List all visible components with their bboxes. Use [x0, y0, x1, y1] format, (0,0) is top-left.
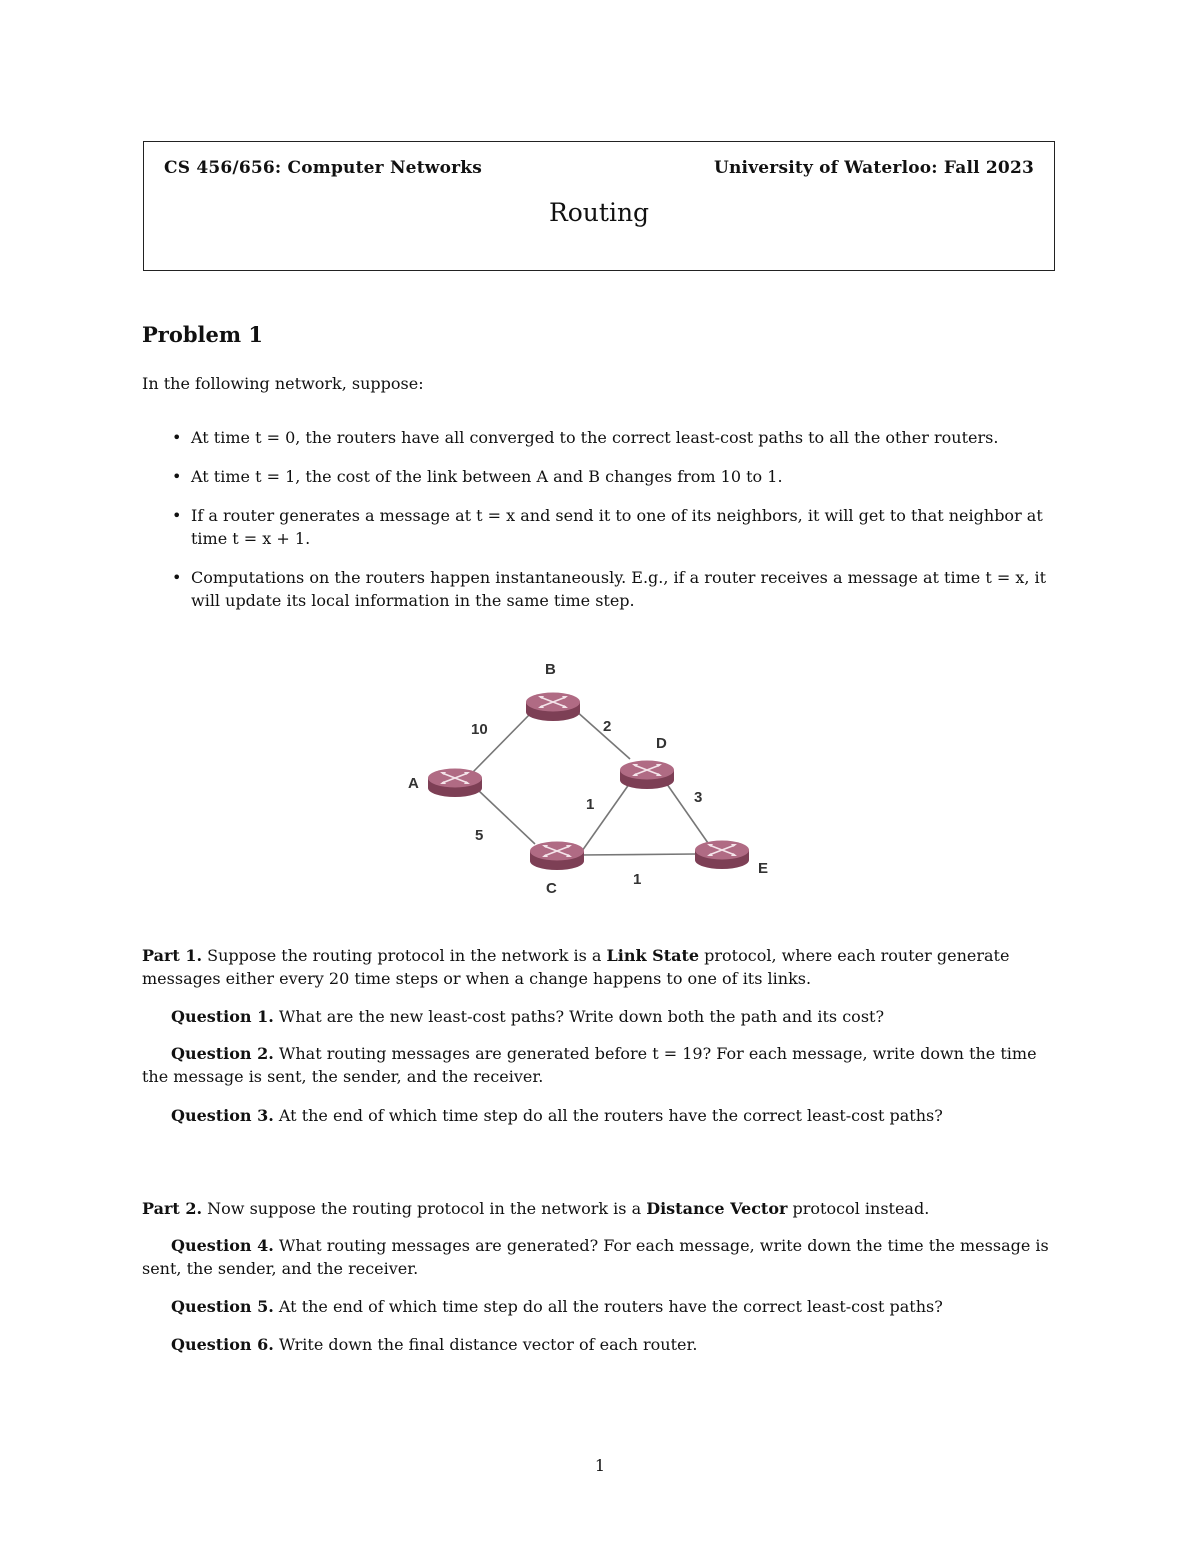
assumption-item: • At time t = 0, the routers have all converged to the correct least-cost paths to all the other routers. — [172, 426, 1062, 449]
link-d-e — [662, 777, 708, 843]
question-text: What are the new least-cost paths? Write down both the path and its cost? — [278, 1007, 885, 1026]
router-b-icon — [526, 693, 580, 722]
course-title: CS 456/656: Computer Networks — [164, 158, 483, 178]
question-text: At the end of which time step do all the routers have the correct least-cost paths? — [278, 1106, 943, 1125]
document-title: Routing — [548, 198, 650, 227]
cost-label-a-c: 5 — [475, 827, 484, 844]
node-label-e: E — [758, 860, 769, 877]
question-text: What routing messages are generated? For each message, write down the time the message is sent, the sender, and the receiver. — [142, 1236, 1049, 1278]
question-label: Question 3. — [171, 1106, 274, 1125]
page-number: 1 — [594, 1456, 606, 1475]
question-label: Question 4. — [171, 1236, 274, 1255]
cost-label-b-d: 2 — [603, 718, 612, 735]
node-label-a: A — [408, 775, 419, 792]
question-label: Question 2. — [171, 1044, 274, 1063]
question-5 — [142, 1295, 1060, 1318]
part2-emphasis: Distance Vector — [646, 1199, 788, 1218]
part2-text-after: protocol instead. — [792, 1199, 930, 1218]
node-label-d: D — [656, 735, 667, 752]
assumption-list — [172, 426, 1062, 628]
question-6 — [142, 1333, 1060, 1356]
part2-text-before: Now suppose the routing protocol in the network is a — [207, 1199, 642, 1218]
cost-label-c-d: 1 — [586, 796, 595, 813]
part1-paragraph — [142, 944, 1060, 990]
cost-label-a-b: 10 — [471, 721, 488, 738]
node-label-b: B — [545, 661, 556, 678]
part2-paragraph — [142, 1197, 1060, 1220]
header-box — [143, 141, 1055, 271]
part1-text-after: protocol, where each router generate messages either every 20 time steps or when a change happens to one of its links. — [142, 946, 1010, 988]
link-c-d — [582, 780, 632, 851]
problem-title: Problem 1 — [142, 322, 264, 347]
question-label: Question 6. — [171, 1335, 274, 1354]
link-c-e — [580, 854, 696, 855]
question-text: At the end of which time step do all the routers have the correct least-cost paths? — [278, 1297, 943, 1316]
university-term: University of Waterloo: Fall 2023 — [713, 158, 1034, 178]
question-text: What routing messages are generated before t = 19? For each message, write down the time the message is sent, the sender, and the receiver. — [142, 1044, 1037, 1086]
assumption-item: • If a router generates a message at t = x and send it to one of its neighbors, it will get to that neighbor at time t = x + 1. — [172, 504, 1062, 550]
part2-label: Part 2. — [142, 1199, 203, 1218]
question-label: Question 5. — [171, 1297, 274, 1316]
cost-label-c-e: 1 — [633, 871, 642, 888]
question-2 — [142, 1042, 1060, 1088]
router-d-icon — [620, 761, 674, 790]
question-3 — [142, 1104, 1060, 1127]
part1-text-before: Suppose the routing protocol in the network is a — [207, 946, 602, 965]
part1-emphasis: Link State — [606, 946, 700, 965]
problem-intro: In the following network, suppose: — [142, 374, 424, 393]
assumption-item: • Computations on the routers happen instantaneously. E.g., if a router receives a message at time t = x, it will update its local information in the same time step. — [172, 566, 1062, 612]
cost-label-d-e: 3 — [694, 789, 703, 806]
router-c-icon — [530, 842, 584, 871]
node-label-c: C — [546, 880, 557, 897]
question-text: Write down the final distance vector of each router. — [278, 1335, 698, 1354]
router-e-icon — [695, 841, 749, 870]
router-a-icon — [428, 769, 482, 798]
link-a-c — [478, 790, 535, 844]
question-4 — [142, 1234, 1060, 1280]
question-1 — [142, 1005, 1060, 1028]
network-diagram — [400, 655, 800, 905]
part1-label: Part 1. — [142, 946, 203, 965]
assumption-item: • At time t = 1, the cost of the link between A and B changes from 10 to 1. — [172, 465, 1062, 488]
question-label: Question 1. — [171, 1007, 274, 1026]
